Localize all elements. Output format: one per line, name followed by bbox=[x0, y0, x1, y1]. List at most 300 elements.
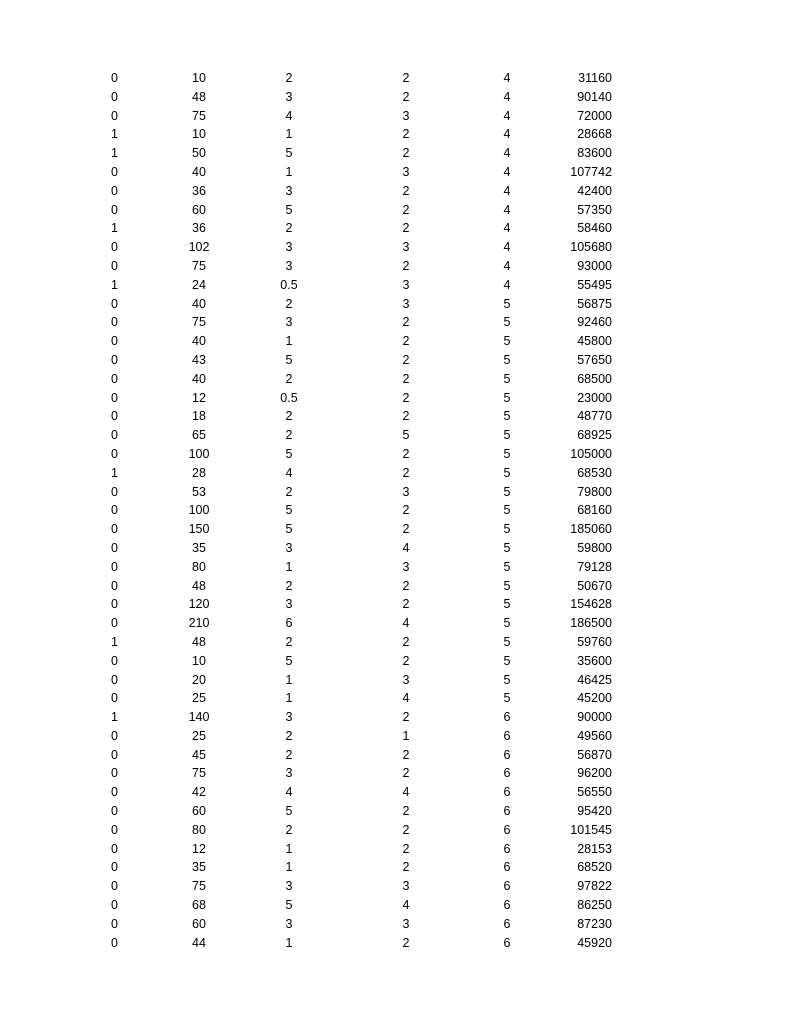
table-cell: 60 bbox=[192, 202, 206, 217]
table-cell: 3 bbox=[285, 240, 293, 255]
table-cell: 1 bbox=[285, 691, 293, 706]
table-cell: 2 bbox=[402, 465, 410, 480]
table-cell: 0 bbox=[111, 202, 118, 217]
table-cell: 0 bbox=[111, 766, 118, 781]
table-row bbox=[0, 182, 791, 201]
table-cell: 96200 bbox=[577, 766, 612, 781]
table-cell: 36 bbox=[192, 221, 206, 236]
table-cell: 2 bbox=[402, 352, 410, 367]
table-cell: 79800 bbox=[577, 484, 612, 499]
table-cell: 4 bbox=[285, 108, 293, 123]
table-row bbox=[0, 783, 791, 802]
table-cell: 42400 bbox=[577, 183, 612, 198]
table-cell: 4 bbox=[503, 108, 511, 123]
table-row bbox=[0, 313, 791, 332]
table-cell: 3 bbox=[402, 277, 410, 292]
table-cell: 93000 bbox=[577, 258, 612, 273]
table-cell: 2 bbox=[402, 371, 410, 386]
table-cell: 1 bbox=[111, 127, 118, 142]
table-cell: 31160 bbox=[578, 71, 612, 85]
table-row bbox=[0, 107, 791, 126]
table-row bbox=[0, 821, 791, 840]
table-row bbox=[0, 69, 791, 88]
table-cell: 50670 bbox=[577, 578, 612, 593]
table-cell: 0 bbox=[111, 240, 118, 255]
table-cell: 0 bbox=[111, 352, 118, 367]
table-cell: 2 bbox=[285, 634, 293, 649]
table-cell: 5 bbox=[285, 653, 293, 668]
table-cell: 0 bbox=[111, 785, 118, 800]
table-row bbox=[0, 163, 791, 182]
table-cell: 2 bbox=[402, 578, 410, 593]
table-cell: 72000 bbox=[577, 108, 612, 123]
table-cell: 0 bbox=[111, 484, 118, 499]
table-cell: 3 bbox=[285, 540, 293, 555]
table-row bbox=[0, 501, 791, 520]
table-row bbox=[0, 840, 791, 859]
table-cell: 65 bbox=[192, 428, 206, 443]
table-cell: 4 bbox=[402, 785, 410, 800]
table-cell: 5 bbox=[503, 634, 511, 649]
table-cell: 2 bbox=[402, 804, 410, 819]
table-cell: 28 bbox=[192, 465, 206, 480]
table-cell: 24 bbox=[192, 277, 206, 292]
table-cell: 60 bbox=[192, 804, 206, 819]
table-cell: 3 bbox=[402, 484, 410, 499]
table-cell: 3 bbox=[285, 879, 293, 894]
table-cell: 2 bbox=[285, 822, 293, 837]
table-cell: 75 bbox=[192, 108, 206, 123]
table-cell: 2 bbox=[285, 296, 293, 311]
table-row bbox=[0, 464, 791, 483]
table-cell: 3 bbox=[285, 315, 293, 330]
table-row bbox=[0, 577, 791, 596]
table-cell: 3 bbox=[402, 164, 410, 179]
table-cell: 1 bbox=[111, 277, 118, 292]
table-cell: 1 bbox=[285, 841, 293, 856]
table-cell: 45200 bbox=[577, 691, 612, 706]
table-cell: 0 bbox=[111, 540, 118, 555]
table-cell: 0 bbox=[111, 672, 118, 687]
table-cell: 5 bbox=[285, 898, 293, 913]
table-cell: 2 bbox=[402, 935, 410, 950]
table-cell: 2 bbox=[402, 653, 410, 668]
table-cell: 0 bbox=[111, 371, 118, 386]
table-cell: 44 bbox=[192, 935, 206, 950]
table-row bbox=[0, 539, 791, 558]
table-row bbox=[0, 445, 791, 464]
table-cell: 2 bbox=[402, 146, 410, 161]
table-cell: 5 bbox=[285, 503, 293, 518]
table-row bbox=[0, 877, 791, 896]
table-cell: 1 bbox=[285, 127, 293, 142]
table-cell: 2 bbox=[285, 221, 293, 236]
table-cell: 2 bbox=[285, 428, 293, 443]
table-cell: 6 bbox=[503, 860, 511, 875]
table-cell: 75 bbox=[192, 315, 206, 330]
table-cell: 79128 bbox=[577, 559, 612, 574]
table-cell: 87230 bbox=[577, 916, 612, 931]
table-cell: 35 bbox=[192, 540, 206, 555]
table-row bbox=[0, 88, 791, 107]
table-cell: 97822 bbox=[577, 879, 612, 894]
table-cell: 5 bbox=[285, 446, 293, 461]
table-row bbox=[0, 257, 791, 276]
table-cell: 0 bbox=[111, 71, 118, 85]
table-cell: 23000 bbox=[577, 390, 612, 405]
table-cell: 0 bbox=[111, 841, 118, 856]
table-cell: 0 bbox=[111, 390, 118, 405]
table-cell: 1 bbox=[111, 710, 118, 725]
table-cell: 0 bbox=[111, 879, 118, 894]
table-row bbox=[0, 558, 791, 577]
table-cell: 40 bbox=[192, 334, 206, 349]
table-cell: 2 bbox=[402, 503, 410, 518]
table-cell: 0 bbox=[111, 503, 118, 518]
table-cell: 0 bbox=[111, 916, 118, 931]
table-cell: 2 bbox=[285, 371, 293, 386]
table-cell: 4 bbox=[503, 277, 511, 292]
table-cell: 4 bbox=[503, 258, 511, 273]
table-cell: 101545 bbox=[570, 822, 612, 837]
table-cell: 2 bbox=[402, 89, 410, 104]
table-cell: 0 bbox=[111, 898, 118, 913]
table-row bbox=[0, 802, 791, 821]
table-cell: 75 bbox=[192, 766, 206, 781]
table-cell: 0 bbox=[111, 164, 118, 179]
table-cell: 86250 bbox=[577, 898, 612, 913]
table-cell: 5 bbox=[503, 352, 511, 367]
table-cell: 4 bbox=[503, 183, 511, 198]
table-cell: 5 bbox=[503, 409, 511, 424]
table-cell: 35600 bbox=[577, 653, 612, 668]
table-row bbox=[0, 915, 791, 934]
table-cell: 0 bbox=[111, 428, 118, 443]
table-cell: 2 bbox=[285, 578, 293, 593]
table-cell: 5 bbox=[503, 371, 511, 386]
table-cell: 0 bbox=[111, 616, 118, 631]
table-row bbox=[0, 201, 791, 220]
table-cell: 4 bbox=[503, 146, 511, 161]
table-cell: 25 bbox=[192, 691, 206, 706]
table-cell: 20 bbox=[192, 672, 206, 687]
table-cell: 43 bbox=[192, 352, 206, 367]
table-cell: 35 bbox=[192, 860, 206, 875]
table-cell: 150 bbox=[188, 522, 210, 537]
table-cell: 4 bbox=[402, 691, 410, 706]
table-cell: 0 bbox=[111, 860, 118, 875]
table-cell: 60 bbox=[192, 916, 206, 931]
table-cell: 10 bbox=[192, 127, 206, 142]
table-cell: 1 bbox=[402, 728, 410, 743]
table-cell: 3 bbox=[285, 710, 293, 725]
table-cell: 4 bbox=[402, 898, 410, 913]
table-cell: 56550 bbox=[577, 785, 612, 800]
table-cell: 68160 bbox=[577, 503, 612, 518]
table-cell: 2 bbox=[402, 221, 410, 236]
table-cell: 80 bbox=[192, 822, 206, 837]
table-cell: 5 bbox=[503, 334, 511, 349]
table-cell: 3 bbox=[285, 766, 293, 781]
table-cell: 0 bbox=[111, 446, 118, 461]
table-cell: 4 bbox=[503, 164, 511, 179]
table-row bbox=[0, 219, 791, 238]
table-cell: 3 bbox=[402, 559, 410, 574]
table-row bbox=[0, 633, 791, 652]
table-cell: 185060 bbox=[570, 522, 612, 537]
table-cell: 6 bbox=[503, 804, 511, 819]
table-cell: 5 bbox=[503, 597, 511, 612]
table-cell: 80 bbox=[192, 559, 206, 574]
table-row bbox=[0, 671, 791, 690]
table-cell: 36 bbox=[192, 183, 206, 198]
table-cell: 2 bbox=[285, 728, 293, 743]
table-cell: 3 bbox=[402, 108, 410, 123]
data-table bbox=[0, 69, 791, 952]
table-cell: 68925 bbox=[577, 428, 612, 443]
table-cell: 6 bbox=[285, 616, 293, 631]
table-cell: 28668 bbox=[577, 127, 612, 142]
table-row bbox=[0, 295, 791, 314]
table-cell: 0 bbox=[111, 258, 118, 273]
table-row bbox=[0, 144, 791, 163]
table-cell: 56875 bbox=[577, 296, 612, 311]
table-cell: 5 bbox=[285, 202, 293, 217]
table-cell: 5 bbox=[503, 465, 511, 480]
table-cell: 0 bbox=[111, 728, 118, 743]
table-cell: 5 bbox=[503, 428, 511, 443]
table-cell: 2 bbox=[402, 841, 410, 856]
table-cell: 0 bbox=[111, 804, 118, 819]
table-cell: 1 bbox=[111, 146, 118, 161]
table-cell: 5 bbox=[503, 315, 511, 330]
table-cell: 5 bbox=[503, 616, 511, 631]
table-cell: 50 bbox=[192, 146, 206, 161]
table-cell: 6 bbox=[503, 710, 511, 725]
table-row bbox=[0, 332, 791, 351]
table-cell: 2 bbox=[402, 446, 410, 461]
table-cell: 154628 bbox=[570, 597, 612, 612]
table-cell: 75 bbox=[192, 258, 206, 273]
table-cell: 40 bbox=[192, 164, 206, 179]
table-cell: 2 bbox=[402, 71, 410, 85]
table-cell: 1 bbox=[111, 465, 118, 480]
table-cell: 57350 bbox=[577, 202, 612, 217]
table-row bbox=[0, 858, 791, 877]
table-cell: 0 bbox=[111, 108, 118, 123]
table-cell: 0 bbox=[111, 935, 118, 950]
table-row bbox=[0, 125, 791, 144]
table-cell: 0 bbox=[111, 653, 118, 668]
table-cell: 6 bbox=[503, 935, 511, 950]
table-cell: 55495 bbox=[577, 277, 612, 292]
table-cell: 3 bbox=[285, 597, 293, 612]
table-cell: 90140 bbox=[577, 89, 612, 104]
table-cell: 6 bbox=[503, 728, 511, 743]
table-cell: 6 bbox=[503, 747, 511, 762]
table-cell: 210 bbox=[188, 616, 210, 631]
table-cell: 6 bbox=[503, 916, 511, 931]
table-cell: 48 bbox=[192, 578, 206, 593]
table-cell: 100 bbox=[188, 503, 210, 518]
table-row bbox=[0, 708, 791, 727]
table-row bbox=[0, 483, 791, 502]
table-cell: 2 bbox=[402, 183, 410, 198]
table-cell: 2 bbox=[285, 71, 293, 85]
table-cell: 186500 bbox=[570, 616, 612, 631]
table-cell: 0 bbox=[111, 578, 118, 593]
table-cell: 3 bbox=[285, 183, 293, 198]
table-cell: 49560 bbox=[577, 728, 612, 743]
table-cell: 3 bbox=[402, 296, 410, 311]
table-row bbox=[0, 389, 791, 408]
table-cell: 0 bbox=[111, 597, 118, 612]
table-cell: 0 bbox=[111, 183, 118, 198]
table-cell: 3 bbox=[402, 916, 410, 931]
table-cell: 5 bbox=[503, 540, 511, 555]
table-cell: 18 bbox=[192, 409, 206, 424]
table-cell: 3 bbox=[402, 672, 410, 687]
table-cell: 90000 bbox=[577, 710, 612, 725]
table-cell: 2 bbox=[402, 258, 410, 273]
table-cell: 56870 bbox=[577, 747, 612, 762]
table-cell: 2 bbox=[402, 315, 410, 330]
table-cell: 1 bbox=[285, 672, 293, 687]
table-cell: 2 bbox=[402, 710, 410, 725]
table-cell: 48 bbox=[192, 634, 206, 649]
table-row bbox=[0, 746, 791, 765]
table-cell: 68 bbox=[192, 898, 206, 913]
table-cell: 2 bbox=[402, 747, 410, 762]
table-cell: 68530 bbox=[577, 465, 612, 480]
table-cell: 5 bbox=[503, 446, 511, 461]
table-cell: 0 bbox=[111, 409, 118, 424]
table-cell: 2 bbox=[402, 522, 410, 537]
table-cell: 4 bbox=[503, 71, 511, 85]
table-cell: 1 bbox=[111, 221, 118, 236]
table-cell: 53 bbox=[192, 484, 206, 499]
table-cell: 83600 bbox=[577, 146, 612, 161]
table-cell: 100 bbox=[188, 446, 210, 461]
table-row bbox=[0, 727, 791, 746]
table-cell: 5 bbox=[285, 522, 293, 537]
table-cell: 1 bbox=[285, 334, 293, 349]
table-cell: 45920 bbox=[577, 935, 612, 950]
table-row bbox=[0, 764, 791, 783]
table-cell: 1 bbox=[285, 860, 293, 875]
table-cell: 2 bbox=[402, 634, 410, 649]
table-cell: 0 bbox=[111, 522, 118, 537]
table-cell: 105000 bbox=[570, 446, 612, 461]
table-cell: 5 bbox=[503, 503, 511, 518]
table-cell: 0 bbox=[111, 559, 118, 574]
table-cell: 2 bbox=[402, 127, 410, 142]
table-cell: 5 bbox=[503, 484, 511, 499]
table-cell: 5 bbox=[503, 578, 511, 593]
table-row bbox=[0, 407, 791, 426]
table-cell: 5 bbox=[503, 296, 511, 311]
table-row bbox=[0, 595, 791, 614]
table-cell: 75 bbox=[192, 879, 206, 894]
table-cell: 5 bbox=[285, 146, 293, 161]
table-cell: 45 bbox=[192, 747, 206, 762]
table-cell: 107742 bbox=[570, 164, 612, 179]
table-cell: 0 bbox=[111, 747, 118, 762]
table-cell: 3 bbox=[285, 258, 293, 273]
table-cell: 3 bbox=[402, 879, 410, 894]
table-cell: 2 bbox=[402, 822, 410, 837]
table-cell: 6 bbox=[503, 785, 511, 800]
table-row bbox=[0, 238, 791, 257]
table-row bbox=[0, 934, 791, 953]
table-cell: 4 bbox=[503, 89, 511, 104]
table-row bbox=[0, 614, 791, 633]
table-cell: 68520 bbox=[577, 860, 612, 875]
table-cell: 1 bbox=[285, 935, 293, 950]
table-cell: 5 bbox=[503, 691, 511, 706]
table-cell: 4 bbox=[402, 540, 410, 555]
table-cell: 3 bbox=[402, 240, 410, 255]
table-cell: 57650 bbox=[577, 352, 612, 367]
table-cell: 2 bbox=[402, 202, 410, 217]
table-cell: 2 bbox=[402, 390, 410, 405]
table-cell: 45800 bbox=[577, 334, 612, 349]
table-row bbox=[0, 896, 791, 915]
table-cell: 2 bbox=[285, 409, 293, 424]
table-cell: 2 bbox=[402, 860, 410, 875]
table-cell: 5 bbox=[503, 559, 511, 574]
table-cell: 4 bbox=[285, 465, 293, 480]
table-cell: 3 bbox=[285, 89, 293, 104]
table-cell: 140 bbox=[188, 710, 210, 725]
table-row bbox=[0, 276, 791, 295]
table-cell: 1 bbox=[285, 559, 293, 574]
table-cell: 4 bbox=[503, 202, 511, 217]
table-cell: 6 bbox=[503, 822, 511, 837]
table-cell: 6 bbox=[503, 879, 511, 894]
table-cell: 12 bbox=[192, 390, 206, 405]
table-cell: 0 bbox=[111, 296, 118, 311]
table-row bbox=[0, 426, 791, 445]
table-cell: 42 bbox=[192, 785, 206, 800]
table-cell: 48 bbox=[192, 89, 206, 104]
table-cell: 4 bbox=[402, 616, 410, 631]
table-cell: 5 bbox=[503, 672, 511, 687]
table-cell: 48770 bbox=[577, 409, 612, 424]
table-cell: 3 bbox=[285, 916, 293, 931]
table-cell: 46425 bbox=[577, 672, 612, 687]
table-cell: 4 bbox=[503, 240, 511, 255]
table-cell: 40 bbox=[192, 296, 206, 311]
table-cell: 4 bbox=[503, 127, 511, 142]
table-cell: 2 bbox=[402, 334, 410, 349]
table-cell: 2 bbox=[285, 747, 293, 762]
table-cell: 4 bbox=[503, 221, 511, 236]
table-cell: 0 bbox=[111, 315, 118, 330]
table-cell: 10 bbox=[192, 71, 206, 85]
table-cell: 95420 bbox=[577, 804, 612, 819]
table-cell: 6 bbox=[503, 841, 511, 856]
table-cell: 4 bbox=[285, 785, 293, 800]
table-row bbox=[0, 520, 791, 539]
table-cell: 58460 bbox=[577, 221, 612, 236]
table-cell: 5 bbox=[503, 522, 511, 537]
table-cell: 12 bbox=[192, 841, 206, 856]
table-cell: 28153 bbox=[577, 841, 612, 856]
table-cell: 0 bbox=[111, 691, 118, 706]
table-cell: 68500 bbox=[577, 371, 612, 386]
table-cell: 2 bbox=[402, 766, 410, 781]
